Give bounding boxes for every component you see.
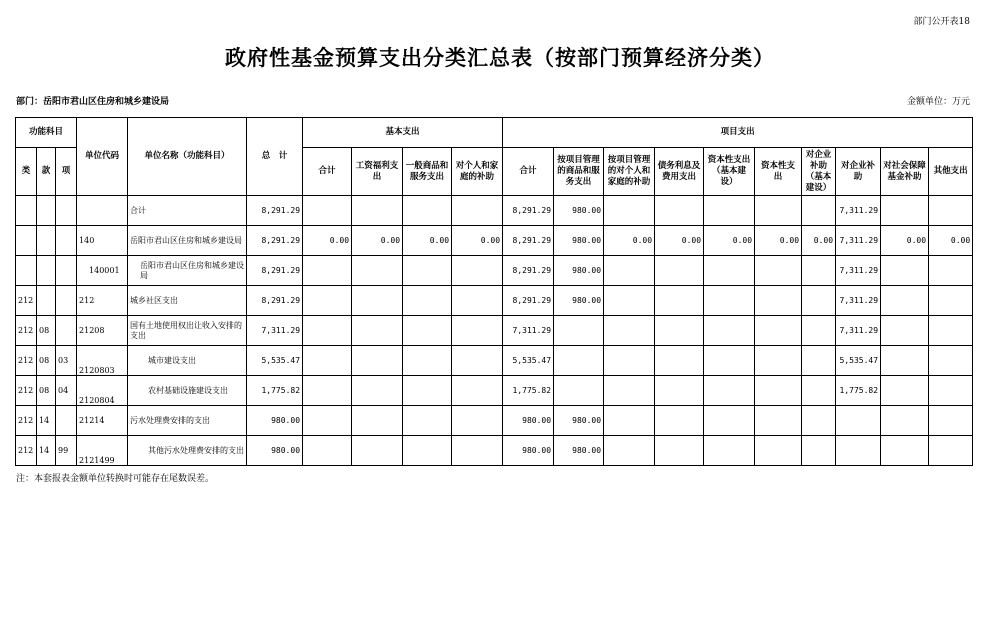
cell-basic (452, 256, 503, 286)
header-unit-name: 单位名称（功能科目） (128, 118, 247, 196)
cell-project (881, 316, 929, 346)
cell-project (881, 346, 929, 376)
cell-xiang (56, 256, 77, 286)
cell-project: 980.00 (554, 406, 604, 436)
cell-unit-code: 2120803 (77, 346, 128, 376)
cell-project: 980.00 (554, 256, 604, 286)
cell-basic (352, 346, 403, 376)
cell-project: 7,311.29 (836, 316, 881, 346)
cell-basic: 0.00 (352, 226, 403, 256)
header-project-col: 债务利息及费用支出 (655, 148, 704, 196)
cell-unit-name: 城乡社区支出 (128, 286, 247, 316)
cell-unit-name: 岳阳市君山区住房和城乡建设局 (128, 256, 247, 286)
header-basic-expenditure: 基本支出 (303, 118, 503, 148)
cell-basic (352, 196, 403, 226)
table-row (16, 436, 973, 466)
header-basic-col: 工资福利支出 (352, 148, 403, 196)
cell-total: 980.00 (247, 406, 303, 436)
cell-basic (303, 406, 352, 436)
cell-project (881, 286, 929, 316)
header-project-col: 资本性支出 (755, 148, 802, 196)
cell-basic (452, 316, 503, 346)
cell-basic (303, 256, 352, 286)
cell-project: 0.00 (881, 226, 929, 256)
cell-project (604, 436, 655, 466)
cell-project (604, 376, 655, 406)
cell-unit-name: 污水处理费安排的支出 (128, 406, 247, 436)
table-row (16, 346, 973, 376)
cell-project (655, 376, 704, 406)
cell-xiang: 04 (56, 376, 77, 406)
cell-unit-name: 国有土地使用权出让收入安排的支出 (128, 316, 247, 346)
cell-project (881, 256, 929, 286)
cell-total: 7,311.29 (247, 316, 303, 346)
cell-basic (403, 316, 452, 346)
cell-kuan (37, 226, 56, 256)
cell-project: 980.00 (554, 286, 604, 316)
cell-project (881, 406, 929, 436)
cell-project: 980.00 (503, 436, 554, 466)
cell-project: 980.00 (554, 196, 604, 226)
cell-project (604, 286, 655, 316)
header-project-col: 资本性支出（基本建设） (704, 148, 755, 196)
cell-basic (452, 346, 503, 376)
cell-project: 1,775.82 (503, 376, 554, 406)
cell-xiang: 99 (56, 436, 77, 466)
cell-kuan (37, 286, 56, 316)
cell-basic (452, 436, 503, 466)
cell-project (802, 406, 836, 436)
cell-project (604, 346, 655, 376)
cell-project (836, 436, 881, 466)
header-project-col: 其他支出 (929, 148, 973, 196)
cell-lei: 212 (16, 346, 37, 376)
cell-basic (452, 376, 503, 406)
cell-unit-code: 21208 (77, 316, 128, 346)
form-number: 部门公开表18 (913, 17, 970, 27)
cell-basic: 0.00 (403, 226, 452, 256)
cell-basic (452, 196, 503, 226)
cell-xiang: 03 (56, 346, 77, 376)
cell-unit-name: 合计 (128, 196, 247, 226)
expenditure-table (15, 117, 973, 466)
cell-project (802, 316, 836, 346)
cell-project: 0.00 (655, 226, 704, 256)
cell-xiang (56, 286, 77, 316)
cell-basic: 0.00 (303, 226, 352, 256)
cell-basic: 0.00 (452, 226, 503, 256)
cell-project (554, 346, 604, 376)
cell-basic (352, 256, 403, 286)
cell-basic (403, 256, 452, 286)
cell-project: 7,311.29 (836, 256, 881, 286)
cell-project: 0.00 (802, 226, 836, 256)
table-row (16, 376, 973, 406)
cell-project (604, 406, 655, 436)
cell-project (655, 196, 704, 226)
table-row (16, 316, 973, 346)
cell-lei: 212 (16, 316, 37, 346)
cell-project: 8,291.29 (503, 286, 554, 316)
cell-basic (352, 406, 403, 436)
cell-basic (352, 376, 403, 406)
cell-project: 8,291.29 (503, 226, 554, 256)
header-basic-col: 对个人和家庭的补助 (452, 148, 503, 196)
cell-project (704, 286, 755, 316)
cell-project (929, 256, 973, 286)
cell-xiang (56, 196, 77, 226)
cell-project: 8,291.29 (503, 196, 554, 226)
table-row (16, 256, 973, 286)
header-func-subject: 功能科目 (16, 118, 77, 148)
cell-basic (303, 436, 352, 466)
cell-total: 8,291.29 (247, 286, 303, 316)
header-project-col: 合计 (503, 148, 554, 196)
cell-unit-name: 农村基础设施建设支出 (128, 376, 247, 406)
cell-lei (16, 256, 37, 286)
cell-basic (303, 346, 352, 376)
header-project-expenditure: 项目支出 (503, 118, 973, 148)
cell-project (881, 376, 929, 406)
cell-project (929, 436, 973, 466)
cell-basic (452, 286, 503, 316)
cell-project: 1,775.82 (836, 376, 881, 406)
header-unit-code: 单位代码 (77, 118, 128, 196)
cell-project: 7,311.29 (503, 316, 554, 346)
cell-project (929, 316, 973, 346)
cell-unit-code: 212 (77, 286, 128, 316)
cell-total: 1,775.82 (247, 376, 303, 406)
cell-project (755, 406, 802, 436)
header-basic-col: 合计 (303, 148, 352, 196)
cell-lei: 212 (16, 406, 37, 436)
cell-project: 7,311.29 (836, 226, 881, 256)
cell-basic (303, 376, 352, 406)
header-project-col: 按项目管理的商品和服务支出 (554, 148, 604, 196)
cell-xiang (56, 406, 77, 436)
header-xiang: 项 (56, 148, 77, 196)
cell-basic (352, 286, 403, 316)
cell-total: 980.00 (247, 436, 303, 466)
cell-project (655, 436, 704, 466)
header-basic-col: 一般商品和服务支出 (403, 148, 452, 196)
header-total: 总 计 (247, 118, 303, 196)
cell-project (802, 256, 836, 286)
cell-kuan: 14 (37, 436, 56, 466)
cell-project (755, 196, 802, 226)
cell-project (755, 436, 802, 466)
cell-kuan: 14 (37, 406, 56, 436)
cell-project: 980.00 (554, 436, 604, 466)
cell-basic (303, 316, 352, 346)
cell-project: 980.00 (503, 406, 554, 436)
header-project-col: 按项目管理的对个人和家庭的补助 (604, 148, 655, 196)
header-project-col: 对社会保障基金补助 (881, 148, 929, 196)
cell-unit-name: 城市建设支出 (128, 346, 247, 376)
cell-project: 5,535.47 (836, 346, 881, 376)
cell-project (929, 346, 973, 376)
cell-unit-code (77, 196, 128, 226)
cell-kuan (37, 256, 56, 286)
cell-basic (403, 196, 452, 226)
cell-project (755, 316, 802, 346)
cell-lei (16, 196, 37, 226)
cell-project: 5,535.47 (503, 346, 554, 376)
cell-project (604, 256, 655, 286)
cell-project: 0.00 (929, 226, 973, 256)
cell-project (755, 346, 802, 376)
table-body (16, 196, 973, 466)
table-row (16, 406, 973, 436)
cell-project: 980.00 (554, 226, 604, 256)
cell-basic (403, 286, 452, 316)
table-row (16, 196, 973, 226)
cell-project (755, 286, 802, 316)
cell-basic (403, 346, 452, 376)
cell-kuan: 08 (37, 376, 56, 406)
cell-project (929, 376, 973, 406)
cell-basic (403, 406, 452, 436)
header-project-col: 对企业补助 (836, 148, 881, 196)
header-kuan: 款 (37, 148, 56, 196)
cell-project (929, 286, 973, 316)
cell-unit-code: 140001 (77, 256, 128, 286)
cell-kuan: 08 (37, 346, 56, 376)
cell-project (704, 436, 755, 466)
cell-project (554, 316, 604, 346)
cell-unit-code: 21214 (77, 406, 128, 436)
cell-basic (352, 316, 403, 346)
cell-project (655, 346, 704, 376)
header-lei: 类 (16, 148, 37, 196)
cell-project (929, 406, 973, 436)
cell-project (755, 376, 802, 406)
cell-basic (303, 286, 352, 316)
cell-project (802, 286, 836, 316)
cell-project (802, 346, 836, 376)
cell-unit-name: 其他污水处理费安排的支出 (128, 436, 247, 466)
cell-total: 8,291.29 (247, 226, 303, 256)
cell-project (704, 346, 755, 376)
cell-project (755, 256, 802, 286)
cell-total: 8,291.29 (247, 196, 303, 226)
cell-lei: 212 (16, 436, 37, 466)
cell-lei: 212 (16, 286, 37, 316)
cell-project (554, 376, 604, 406)
cell-kuan: 08 (37, 316, 56, 346)
cell-project (655, 256, 704, 286)
cell-project (655, 316, 704, 346)
cell-project (604, 316, 655, 346)
cell-project (802, 436, 836, 466)
cell-project (604, 196, 655, 226)
cell-project (655, 286, 704, 316)
cell-project (881, 436, 929, 466)
cell-basic (452, 406, 503, 436)
cell-project (704, 256, 755, 286)
cell-basic (403, 436, 452, 466)
cell-project: 0.00 (704, 226, 755, 256)
cell-xiang (56, 316, 77, 346)
cell-unit-code: 2121499 (77, 436, 128, 466)
table-row (16, 226, 973, 256)
cell-project (802, 376, 836, 406)
cell-project: 0.00 (755, 226, 802, 256)
department-label: 部门：岳阳市君山区住房和城乡建设局 (16, 97, 170, 107)
header-project-col: 对企业补助（基本建设） (802, 148, 836, 196)
cell-project (802, 196, 836, 226)
cell-xiang (56, 226, 77, 256)
cell-project (929, 196, 973, 226)
cell-lei: 212 (16, 376, 37, 406)
cell-project: 8,291.29 (503, 256, 554, 286)
cell-total: 5,535.47 (247, 346, 303, 376)
table-row (16, 286, 973, 316)
cell-basic (352, 436, 403, 466)
cell-project: 0.00 (604, 226, 655, 256)
cell-project: 7,311.29 (836, 196, 881, 226)
cell-unit-code: 140 (77, 226, 128, 256)
cell-project (881, 196, 929, 226)
cell-unit-code: 2120804 (77, 376, 128, 406)
cell-total: 8,291.29 (247, 256, 303, 286)
cell-basic (303, 196, 352, 226)
cell-basic (403, 376, 452, 406)
cell-project (704, 196, 755, 226)
page-title: 政府性基金预算支出分类汇总表（按部门预算经济分类） (225, 46, 775, 70)
cell-project (655, 406, 704, 436)
amount-unit-label: 金额单位：万元 (906, 97, 970, 107)
cell-project (704, 316, 755, 346)
cell-kuan (37, 196, 56, 226)
cell-project: 7,311.29 (836, 286, 881, 316)
cell-project (836, 406, 881, 436)
cell-unit-name: 岳阳市君山区住房和城乡建设局 (128, 226, 247, 256)
cell-project (704, 406, 755, 436)
footnote: 注：本套报表金额单位转换时可能存在尾数误差。 (16, 474, 215, 484)
cell-lei (16, 226, 37, 256)
cell-project (704, 376, 755, 406)
